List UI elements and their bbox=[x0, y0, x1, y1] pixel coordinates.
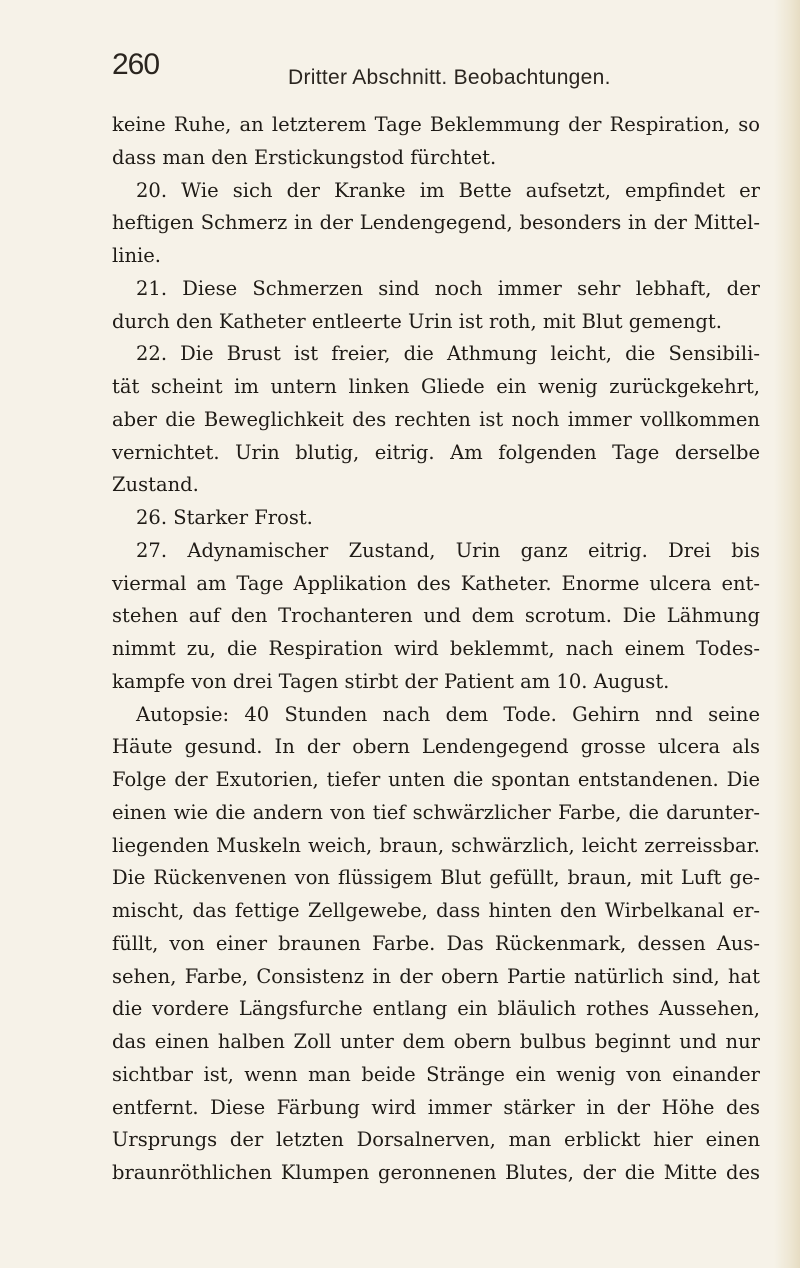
text-line: viermal am Tage Applikation des Katheter. Enorme ulcera ent- bbox=[112, 571, 760, 595]
text-line: vernichtet. Urin blutig, eitrig. Am folgenden Tage derselbe bbox=[112, 440, 760, 464]
text-line: das einen halben Zoll unter dem obern bulbus beginnt und nur bbox=[112, 1030, 760, 1053]
text-line: Folge der Exutorien, tiefer unten die spontan entstandenen. Die bbox=[112, 768, 760, 791]
text-line: 27. Adynamischer Zustand, Urin ganz eitrig. Drei bis bbox=[136, 538, 760, 562]
page-number: 260 bbox=[112, 48, 160, 81]
text-line: Häute gesund. In der obern Lendengegend grosse ulcera als bbox=[112, 735, 760, 759]
text-line: heftigen Schmerz in der Lendengegend, besonders in der Mittel- bbox=[112, 211, 760, 235]
text-line: sichtbar ist, wenn man beide Stränge ein wenig von einander bbox=[112, 1062, 760, 1086]
text-line: tät scheint im untern linken Gliede ein wenig zurückgekehrt, bbox=[112, 375, 760, 398]
text-line: die vordere Längsfurche entlang ein bläulich rothes Aussehen, bbox=[112, 997, 760, 1021]
running-head: Dritter Abschnitt. Beobachtungen. bbox=[288, 66, 611, 89]
text-line: Ursprungs der letzten Dorsalnerven, man erblickt hier einen bbox=[112, 1128, 760, 1152]
text-line: dass man den Erstickungstod fürchtet. bbox=[112, 145, 497, 169]
text-line: keine Ruhe, an letzterem Tage Beklemmung der Respiration, so bbox=[112, 113, 760, 136]
text-line: entfernt. Diese Färbung wird immer stärker in der Höhe des bbox=[112, 1095, 760, 1119]
text-line: 26. Starker Frost. bbox=[136, 506, 313, 529]
text-line: linie. bbox=[112, 244, 162, 267]
text-line: Die Rückenvenen von flüssigem Blut gefüllt, braun, mit Luft ge- bbox=[112, 866, 760, 890]
text-line: kampfe von drei Tagen stirbt der Patient am 10. August. bbox=[112, 669, 670, 693]
text-line: sehen, Farbe, Consistenz in der obern Partie natürlich sind, hat bbox=[112, 964, 760, 988]
text-line: 22. Die Brust ist freier, die Athmung leicht, die Sensibili- bbox=[136, 342, 760, 366]
text-line: Zustand. bbox=[112, 473, 199, 497]
text-line: einen wie die andern von tief schwärzlicher Farbe, die darunter- bbox=[112, 800, 760, 824]
text-line: braunröthlichen Klumpen geronnenen Blutes, der die Mitte des bbox=[112, 1161, 760, 1184]
text-line: aber die Beweglichkeit des rechten ist noch immer vollkommen bbox=[112, 407, 760, 431]
page-header bbox=[112, 30, 732, 90]
text-line: liegenden Muskeln weich, braun, schwärzlich, leicht zerreissbar. bbox=[112, 833, 760, 857]
text-line: 21. Diese Schmerzen sind noch immer sehr lebhaft, der bbox=[136, 276, 760, 300]
text-line: nimmt zu, die Respiration wird beklemmt, nach einem Todes- bbox=[112, 637, 760, 660]
text-line: Autopsie: 40 Stunden nach dem Tode. Gehirn nnd seine bbox=[136, 702, 760, 726]
text-line: mischt, das fettige Zellgewebe, dass hinten den Wirbelkanal er- bbox=[112, 899, 760, 922]
text-line: 20. Wie sich der Kranke im Bette aufsetzt, empfindet er bbox=[136, 178, 760, 202]
text-line: stehen auf den Trochanteren und dem scrotum. Die Lähmung bbox=[112, 604, 760, 628]
text-line: füllt, von einer braunen Farbe. Das Rückenmark, dessen Aus- bbox=[112, 931, 760, 955]
body-text bbox=[112, 109, 760, 1190]
text-line: durch den Katheter entleerte Urin ist roth, mit Blut gemengt. bbox=[112, 309, 722, 333]
